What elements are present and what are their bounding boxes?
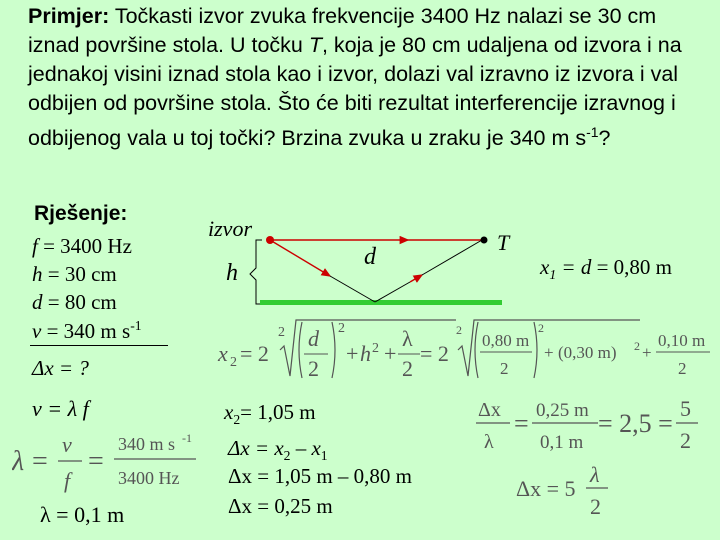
incident-ray-tail <box>330 276 375 302</box>
svg-text:+: + <box>642 343 652 362</box>
problem-label: Primjer: <box>28 4 110 28</box>
height-brace <box>250 240 262 304</box>
x2-result: $x_2= 1,05$ m <box>224 400 316 428</box>
svg-text:2: 2 <box>278 325 285 340</box>
svg-text:+: + <box>346 341 359 366</box>
svg-text:2: 2 <box>500 359 509 378</box>
svg-text:3400 Hz: 3400 Hz <box>118 468 180 488</box>
lambda-formula <box>12 426 212 498</box>
svg-text:2: 2 <box>230 355 237 370</box>
svg-text:2: 2 <box>678 359 687 378</box>
reflected-ray-tail <box>422 240 482 275</box>
dx-definition: $\Delta x = x_2 - x_1$ <box>228 436 328 464</box>
table-surface <box>260 300 502 305</box>
svg-text:=: = <box>514 409 529 438</box>
dx-substitution: Δx = 1,05 m – 0,80 m <box>228 464 413 488</box>
x1-equation: $x_1 = d = 0,80$ m <box>540 255 673 283</box>
x2-sym: x <box>218 341 228 366</box>
svg-text:2: 2 <box>634 339 640 353</box>
svg-text:0,80 m: 0,80 m <box>482 331 530 350</box>
source-label: izvor <box>208 216 252 241</box>
svg-text:λ: λ <box>484 431 494 453</box>
reflected-ray-arrow <box>410 275 422 282</box>
svg-text:v: v <box>62 432 72 457</box>
svg-text:Δx: Δx <box>478 399 501 421</box>
svg-text:f: f <box>64 468 71 493</box>
dx-result: Δx = 0,25 m <box>228 494 333 518</box>
svg-text:2: 2 <box>538 321 544 335</box>
svg-text:2: 2 <box>680 428 691 453</box>
svg-text:2: 2 <box>308 356 319 381</box>
source-dot <box>266 236 274 244</box>
svg-text:=: = <box>32 446 48 477</box>
svg-text:0,25 m: 0,25 m <box>536 400 589 421</box>
svg-text:2: 2 <box>372 341 379 356</box>
svg-text:=: = <box>88 446 104 477</box>
svg-text:λ: λ <box>590 462 600 487</box>
svg-text:2: 2 <box>338 321 345 336</box>
svg-text:0,10 m: 0,10 m <box>658 331 706 350</box>
svg-text:-1: -1 <box>182 431 192 445</box>
svg-text:= 2: = 2 <box>420 341 449 366</box>
svg-text:= 2,5 =: = 2,5 = <box>598 409 673 438</box>
svg-text:h: h <box>360 341 371 366</box>
svg-text:340 m s: 340 m s <box>118 434 176 454</box>
svg-text:d: d <box>308 326 319 351</box>
svg-text:Δx = 5: Δx = 5 <box>516 476 576 501</box>
reflected-ray <box>375 282 410 302</box>
unknown-dx: Δx = ? <box>32 356 89 380</box>
svg-text:0,1 m: 0,1 m <box>540 432 584 453</box>
wave-diagram <box>240 228 520 312</box>
given-f: f = 3400 Hz <box>32 234 132 258</box>
svg-text:5: 5 <box>680 396 691 421</box>
distance-d-label: d <box>364 244 376 270</box>
svg-text:λ: λ <box>12 446 25 477</box>
svg-text:2: 2 <box>402 356 413 381</box>
solution-label: Rješenje: <box>34 202 128 225</box>
incident-ray <box>270 240 330 276</box>
svg-text:+: + <box>384 341 397 366</box>
svg-text:+: + <box>544 343 554 362</box>
svg-text:λ: λ <box>402 326 413 351</box>
svg-text:2: 2 <box>456 323 462 337</box>
given-v: v = 340 m $s^{-1}$ <box>32 318 142 343</box>
final-result <box>512 458 622 522</box>
x2-formula <box>214 316 718 386</box>
height-h-label: h <box>226 260 238 286</box>
ratio-formula <box>474 392 710 456</box>
svg-text:2: 2 <box>590 494 601 519</box>
point-T-dot <box>481 237 488 244</box>
svg-text:(0,30 m): (0,30 m) <box>558 343 617 362</box>
given-h: h = 30 cm <box>32 262 117 286</box>
lambda-result: λ = 0,1 m <box>40 502 125 527</box>
point-T-label: T <box>497 230 510 255</box>
given-d: d = 80 cm <box>32 290 117 314</box>
given-divider <box>30 345 168 346</box>
svg-text:= 2: = 2 <box>240 341 269 366</box>
problem-statement: Primjer: Točkasti izvor zvuka frekvencije 3400 Hz nalazi se 30 cm iznad površine stola. U točku T, koja je 80 cm udaljena od izvora i na jednakoj visini iznad stola kao i izvor, dolazi val izravno iz izvora i val odbijen od površine stola. Što će biti rezultat interferencije izravnog i odbijenog vala u toj točki? Brzina zvuka u zraku je 340 m $s^{-1}$? <box>28 4 682 151</box>
wave-equation: v = λ f <box>32 396 89 421</box>
